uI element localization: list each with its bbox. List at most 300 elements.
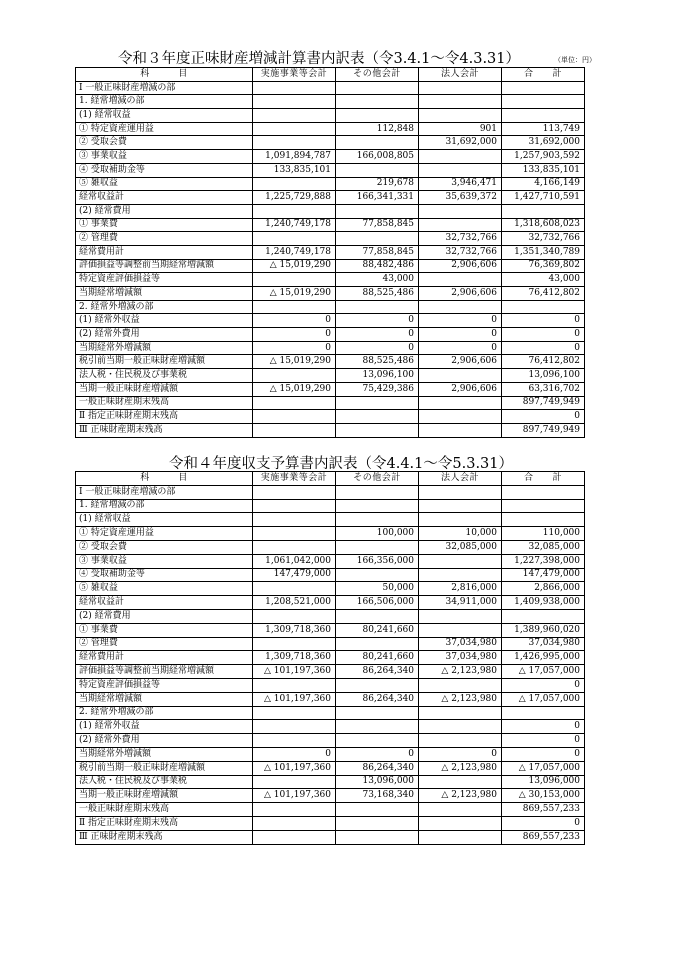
table-row <box>76 382 585 396</box>
column-header: 法人会計 <box>419 68 502 82</box>
column-header: 合 計 <box>502 472 585 486</box>
table-row <box>76 720 585 734</box>
amount-cell: △ 15,019,290 <box>253 259 336 273</box>
amount-cell: △ 2,123,980 <box>419 761 502 775</box>
amount-cell <box>253 527 336 541</box>
row-label: 経常収益計 <box>76 596 253 610</box>
amount-cell: 869,557,233 <box>502 830 585 844</box>
amount-cell <box>336 513 419 527</box>
amount-cell: 88,482,486 <box>336 259 419 273</box>
table-row <box>76 287 585 301</box>
row-label: Ⅰ 一般正味財産増減の部 <box>76 81 253 95</box>
row-label: 当期経常外増減額 <box>76 747 253 761</box>
amount-cell <box>253 540 336 554</box>
amount-cell: 0 <box>502 341 585 355</box>
amount-cell: 43,000 <box>502 273 585 287</box>
amount-cell: 75,429,386 <box>336 382 419 396</box>
row-label: 特定資産評価損益等 <box>76 678 253 692</box>
amount-cell: 0 <box>253 328 336 342</box>
amount-cell <box>419 803 502 817</box>
amount-cell <box>253 410 336 424</box>
row-label: (2) 経常外費用 <box>76 328 253 342</box>
amount-cell <box>253 485 336 499</box>
amount-cell <box>336 803 419 817</box>
row-label: 当期一般正味財産増減額 <box>76 382 253 396</box>
amount-cell <box>336 109 419 123</box>
amount-cell: 0 <box>502 720 585 734</box>
amount-cell: 88,525,486 <box>336 287 419 301</box>
amount-cell: 2,906,606 <box>419 287 502 301</box>
row-label: Ⅲ 正味財産期末残高 <box>76 830 253 844</box>
amount-cell: 1,309,718,360 <box>253 651 336 665</box>
amount-cell <box>419 150 502 164</box>
amount-cell <box>336 396 419 410</box>
column-header: 法人会計 <box>419 472 502 486</box>
amount-cell: 2,866,000 <box>502 582 585 596</box>
amount-cell <box>502 81 585 95</box>
amount-cell <box>253 637 336 651</box>
amount-cell <box>419 109 502 123</box>
table-row <box>76 637 585 651</box>
amount-cell: 1,409,938,000 <box>502 596 585 610</box>
amount-cell <box>419 273 502 287</box>
amount-cell <box>336 609 419 623</box>
amount-cell: 0 <box>336 341 419 355</box>
amount-cell: △ 101,197,360 <box>253 665 336 679</box>
budget-title: 令和４年度収支予算書内訳表（令4.4.1〜令5.3.31） <box>169 456 514 472</box>
table-row <box>76 651 585 665</box>
amount-cell: 0 <box>502 678 585 692</box>
amount-cell <box>419 95 502 109</box>
table-row <box>76 163 585 177</box>
amount-cell: 166,008,805 <box>336 150 419 164</box>
amount-cell: 0 <box>253 747 336 761</box>
amount-cell <box>419 163 502 177</box>
amount-cell: 133,835,101 <box>502 163 585 177</box>
row-label: ③ 事業収益 <box>76 554 253 568</box>
amount-cell: △ 2,123,980 <box>419 692 502 706</box>
table-row <box>76 245 585 259</box>
row-label: 評価損益等調整前当期経常増減額 <box>76 665 253 679</box>
amount-cell <box>502 499 585 513</box>
amount-cell: 76,369,802 <box>502 259 585 273</box>
amount-cell: 32,085,000 <box>502 540 585 554</box>
row-label: ④ 受取補助金等 <box>76 568 253 582</box>
amount-cell: 0 <box>502 410 585 424</box>
amount-cell <box>253 609 336 623</box>
amount-cell: 86,264,340 <box>336 692 419 706</box>
column-header: その他会計 <box>336 68 419 82</box>
row-label: 1. 経常増減の部 <box>76 499 253 513</box>
row-label: 特定資産評価損益等 <box>76 273 253 287</box>
row-label: ② 受取会費 <box>76 540 253 554</box>
amount-cell: △ 15,019,290 <box>253 355 336 369</box>
amount-cell <box>419 734 502 748</box>
amount-cell <box>502 609 585 623</box>
amount-cell <box>336 720 419 734</box>
row-label: ① 事業費 <box>76 218 253 232</box>
amount-cell: 4,166,149 <box>502 177 585 191</box>
amount-cell <box>419 706 502 720</box>
amount-cell: 0 <box>502 816 585 830</box>
amount-cell <box>336 204 419 218</box>
row-label: Ⅱ 指定正味財産期末残高 <box>76 410 253 424</box>
amount-cell: 897,749,949 <box>502 423 585 437</box>
amount-cell: 77,858,845 <box>336 245 419 259</box>
amount-cell <box>253 582 336 596</box>
row-label: (1) 経常収益 <box>76 513 253 527</box>
amount-cell <box>336 706 419 720</box>
amount-cell: △ 15,019,290 <box>253 382 336 396</box>
amount-cell <box>253 830 336 844</box>
statement-header-row <box>76 68 585 82</box>
amount-cell <box>253 122 336 136</box>
amount-cell: 0 <box>419 341 502 355</box>
amount-cell: △ 17,057,000 <box>502 665 585 679</box>
table-row <box>76 706 585 720</box>
amount-cell <box>419 204 502 218</box>
table-row <box>76 775 585 789</box>
table-row <box>76 816 585 830</box>
amount-cell: 1,091,894,787 <box>253 150 336 164</box>
amount-cell: 1,318,608,023 <box>502 218 585 232</box>
table-row <box>76 761 585 775</box>
amount-cell <box>336 95 419 109</box>
amount-cell: 50,000 <box>336 582 419 596</box>
table-row <box>76 136 585 150</box>
table-row <box>76 355 585 369</box>
amount-cell <box>502 300 585 314</box>
row-label: 2. 経常外増減の部 <box>76 706 253 720</box>
row-label: ⑤ 雑収益 <box>76 177 253 191</box>
table-row <box>76 747 585 761</box>
amount-cell <box>253 232 336 246</box>
amount-cell: 80,241,660 <box>336 623 419 637</box>
amount-cell: 166,356,000 <box>336 554 419 568</box>
amount-cell: 10,000 <box>419 527 502 541</box>
amount-cell: 76,412,802 <box>502 287 585 301</box>
amount-cell: 86,264,340 <box>336 761 419 775</box>
amount-cell: 112,848 <box>336 122 419 136</box>
row-label: 経常収益計 <box>76 191 253 205</box>
amount-cell: 2,906,606 <box>419 259 502 273</box>
table-row <box>76 410 585 424</box>
amount-cell <box>253 136 336 150</box>
table-row <box>76 485 585 499</box>
row-label: 当期経常増減額 <box>76 692 253 706</box>
row-label: 当期一般正味財産増減額 <box>76 789 253 803</box>
amount-cell: 0 <box>419 328 502 342</box>
amount-cell: 2,906,606 <box>419 355 502 369</box>
row-label: ① 特定資産運用益 <box>76 527 253 541</box>
amount-cell: 13,096,100 <box>336 369 419 383</box>
amount-cell <box>336 300 419 314</box>
amount-cell <box>336 568 419 582</box>
table-row <box>76 830 585 844</box>
amount-cell: 0 <box>502 314 585 328</box>
amount-cell <box>419 396 502 410</box>
amount-cell: △ 101,197,360 <box>253 789 336 803</box>
amount-cell: 1,426,995,000 <box>502 651 585 665</box>
amount-cell: 1,240,749,178 <box>253 218 336 232</box>
row-label: 経常費用計 <box>76 651 253 665</box>
row-label: 一般正味財産期末残高 <box>76 396 253 410</box>
row-label: (1) 経常外収益 <box>76 314 253 328</box>
amount-cell: 1,427,710,591 <box>502 191 585 205</box>
row-label: Ⅱ 指定正味財産期末残高 <box>76 816 253 830</box>
amount-cell: 0 <box>502 734 585 748</box>
row-label: 当期経常増減額 <box>76 287 253 301</box>
amount-cell: 1,309,718,360 <box>253 623 336 637</box>
table-row <box>76 623 585 637</box>
amount-cell: 1,240,749,178 <box>253 245 336 259</box>
statement-table <box>75 67 585 438</box>
amount-cell <box>253 423 336 437</box>
amount-cell <box>336 734 419 748</box>
amount-cell: 13,096,000 <box>336 775 419 789</box>
amount-cell <box>253 177 336 191</box>
table-row <box>76 218 585 232</box>
table-row <box>76 734 585 748</box>
table-row <box>76 191 585 205</box>
amount-cell <box>336 678 419 692</box>
amount-cell: 2,816,000 <box>419 582 502 596</box>
amount-cell <box>419 485 502 499</box>
table-row <box>76 150 585 164</box>
amount-cell: 34,911,000 <box>419 596 502 610</box>
row-label: Ⅰ 一般正味財産増減の部 <box>76 485 253 499</box>
table-row <box>76 803 585 817</box>
table-row <box>76 204 585 218</box>
table-row <box>76 95 585 109</box>
amount-cell <box>253 803 336 817</box>
amount-cell: △ 101,197,360 <box>253 761 336 775</box>
row-label: ① 事業費 <box>76 623 253 637</box>
row-label: (1) 経常外収益 <box>76 720 253 734</box>
amount-cell <box>502 109 585 123</box>
amount-cell: 1,257,903,592 <box>502 150 585 164</box>
amount-cell <box>419 775 502 789</box>
amount-cell <box>253 706 336 720</box>
amount-cell <box>336 232 419 246</box>
amount-cell: 1,225,729,888 <box>253 191 336 205</box>
table-row <box>76 300 585 314</box>
row-label: ② 受取会費 <box>76 136 253 150</box>
amount-cell <box>419 720 502 734</box>
table-row <box>76 177 585 191</box>
table-row <box>76 122 585 136</box>
amount-cell: 0 <box>336 314 419 328</box>
table-row <box>76 81 585 95</box>
amount-cell: 1,208,521,000 <box>253 596 336 610</box>
table-row <box>76 259 585 273</box>
amount-cell <box>336 423 419 437</box>
row-label: 税引前当期一般正味財産増減額 <box>76 761 253 775</box>
table-row <box>76 554 585 568</box>
table-row <box>76 423 585 437</box>
amount-cell: 147,479,000 <box>253 568 336 582</box>
table-row <box>76 596 585 610</box>
amount-cell <box>419 410 502 424</box>
amount-cell: △ 101,197,360 <box>253 692 336 706</box>
amount-cell: 110,000 <box>502 527 585 541</box>
amount-cell: △ 2,123,980 <box>419 789 502 803</box>
table-row <box>76 109 585 123</box>
budget-table <box>75 471 585 845</box>
amount-cell: 0 <box>253 341 336 355</box>
row-label: ④ 受取補助金等 <box>76 163 253 177</box>
row-label: ⑤ 雑収益 <box>76 582 253 596</box>
amount-cell: 0 <box>336 747 419 761</box>
amount-cell <box>336 830 419 844</box>
amount-cell <box>336 816 419 830</box>
amount-cell <box>419 513 502 527</box>
amount-cell: 0 <box>419 747 502 761</box>
amount-cell: 0 <box>419 314 502 328</box>
amount-cell <box>419 678 502 692</box>
amount-cell <box>253 775 336 789</box>
amount-cell: 73,168,340 <box>336 789 419 803</box>
table-row <box>76 665 585 679</box>
amount-cell <box>419 816 502 830</box>
row-label: 評価損益等調整前当期経常増減額 <box>76 259 253 273</box>
amount-cell <box>419 218 502 232</box>
amount-cell: 88,525,486 <box>336 355 419 369</box>
row-label: (2) 経常費用 <box>76 204 253 218</box>
amount-cell: 901 <box>419 122 502 136</box>
amount-cell <box>419 369 502 383</box>
amount-cell <box>336 163 419 177</box>
row-label: Ⅲ 正味財産期末残高 <box>76 423 253 437</box>
amount-cell: 35,639,372 <box>419 191 502 205</box>
amount-cell: 77,858,845 <box>336 218 419 232</box>
row-label: 法人税・住民税及び事業税 <box>76 369 253 383</box>
amount-cell: 1,227,398,000 <box>502 554 585 568</box>
amount-cell <box>502 95 585 109</box>
amount-cell: 13,096,000 <box>502 775 585 789</box>
amount-cell <box>336 410 419 424</box>
table-row <box>76 499 585 513</box>
amount-cell: 80,241,660 <box>336 651 419 665</box>
amount-cell: 13,096,100 <box>502 369 585 383</box>
amount-cell: 31,692,000 <box>502 136 585 150</box>
amount-cell: 100,000 <box>336 527 419 541</box>
amount-cell <box>419 554 502 568</box>
amount-cell <box>253 396 336 410</box>
amount-cell: 1,351,340,789 <box>502 245 585 259</box>
amount-cell: 166,506,000 <box>336 596 419 610</box>
amount-cell: △ 17,057,000 <box>502 692 585 706</box>
amount-cell: 869,557,233 <box>502 803 585 817</box>
row-label: ① 特定資産運用益 <box>76 122 253 136</box>
table-row <box>76 328 585 342</box>
table-row <box>76 341 585 355</box>
amount-cell <box>419 499 502 513</box>
amount-cell <box>253 300 336 314</box>
row-label: 法人税・住民税及び事業税 <box>76 775 253 789</box>
statement-title: 令和３年度正味財産増減計算書内訳表（令3.4.1〜令4.3.31） <box>118 51 521 67</box>
table-row <box>76 396 585 410</box>
amount-cell: △ 15,019,290 <box>253 287 336 301</box>
table-row <box>76 692 585 706</box>
amount-cell <box>253 204 336 218</box>
table-row <box>76 568 585 582</box>
row-label: (2) 経常外費用 <box>76 734 253 748</box>
amount-cell: 76,412,802 <box>502 355 585 369</box>
amount-cell <box>336 637 419 651</box>
amount-cell <box>419 830 502 844</box>
amount-cell <box>419 300 502 314</box>
amount-cell: 32,732,766 <box>502 232 585 246</box>
amount-cell: 32,085,000 <box>419 540 502 554</box>
amount-cell: 133,835,101 <box>253 163 336 177</box>
amount-cell <box>502 204 585 218</box>
amount-cell: 43,000 <box>336 273 419 287</box>
amount-cell <box>502 706 585 720</box>
amount-cell <box>336 81 419 95</box>
table-row <box>76 582 585 596</box>
unit-label: （単位：円） <box>554 56 596 64</box>
amount-cell <box>502 485 585 499</box>
amount-cell <box>502 513 585 527</box>
amount-cell: 37,034,980 <box>419 651 502 665</box>
amount-cell <box>419 81 502 95</box>
amount-cell <box>253 369 336 383</box>
amount-cell: 31,692,000 <box>419 136 502 150</box>
column-header: 科 目 <box>76 68 253 82</box>
amount-cell <box>336 136 419 150</box>
row-label: 2. 経常外増減の部 <box>76 300 253 314</box>
amount-cell <box>253 816 336 830</box>
amount-cell: 37,034,980 <box>502 637 585 651</box>
amount-cell <box>253 678 336 692</box>
row-label: 当期経常外増減額 <box>76 341 253 355</box>
row-label: 経常費用計 <box>76 245 253 259</box>
amount-cell <box>253 734 336 748</box>
amount-cell: △ 17,057,000 <box>502 761 585 775</box>
amount-cell <box>253 499 336 513</box>
amount-cell <box>253 95 336 109</box>
table-row <box>76 609 585 623</box>
table-row <box>76 232 585 246</box>
amount-cell: 2,906,606 <box>419 382 502 396</box>
table-row <box>76 540 585 554</box>
amount-cell <box>419 623 502 637</box>
table-row <box>76 789 585 803</box>
column-header: 実施事業等会計 <box>253 472 336 486</box>
amount-cell: 897,749,949 <box>502 396 585 410</box>
amount-cell: △ 30,153,000 <box>502 789 585 803</box>
table-row <box>76 678 585 692</box>
table-row <box>76 314 585 328</box>
column-header: 実施事業等会計 <box>253 68 336 82</box>
row-label: 税引前当期一般正味財産増減額 <box>76 355 253 369</box>
table-row <box>76 513 585 527</box>
amount-cell <box>336 499 419 513</box>
amount-cell: 32,732,766 <box>419 245 502 259</box>
table-row <box>76 273 585 287</box>
amount-cell <box>336 485 419 499</box>
amount-cell <box>253 513 336 527</box>
row-label: (1) 経常収益 <box>76 109 253 123</box>
amount-cell <box>419 423 502 437</box>
amount-cell <box>419 568 502 582</box>
row-label: (2) 経常費用 <box>76 609 253 623</box>
row-label: ② 管理費 <box>76 232 253 246</box>
amount-cell: 3,946,471 <box>419 177 502 191</box>
amount-cell: 0 <box>336 328 419 342</box>
amount-cell: 1,061,042,000 <box>253 554 336 568</box>
